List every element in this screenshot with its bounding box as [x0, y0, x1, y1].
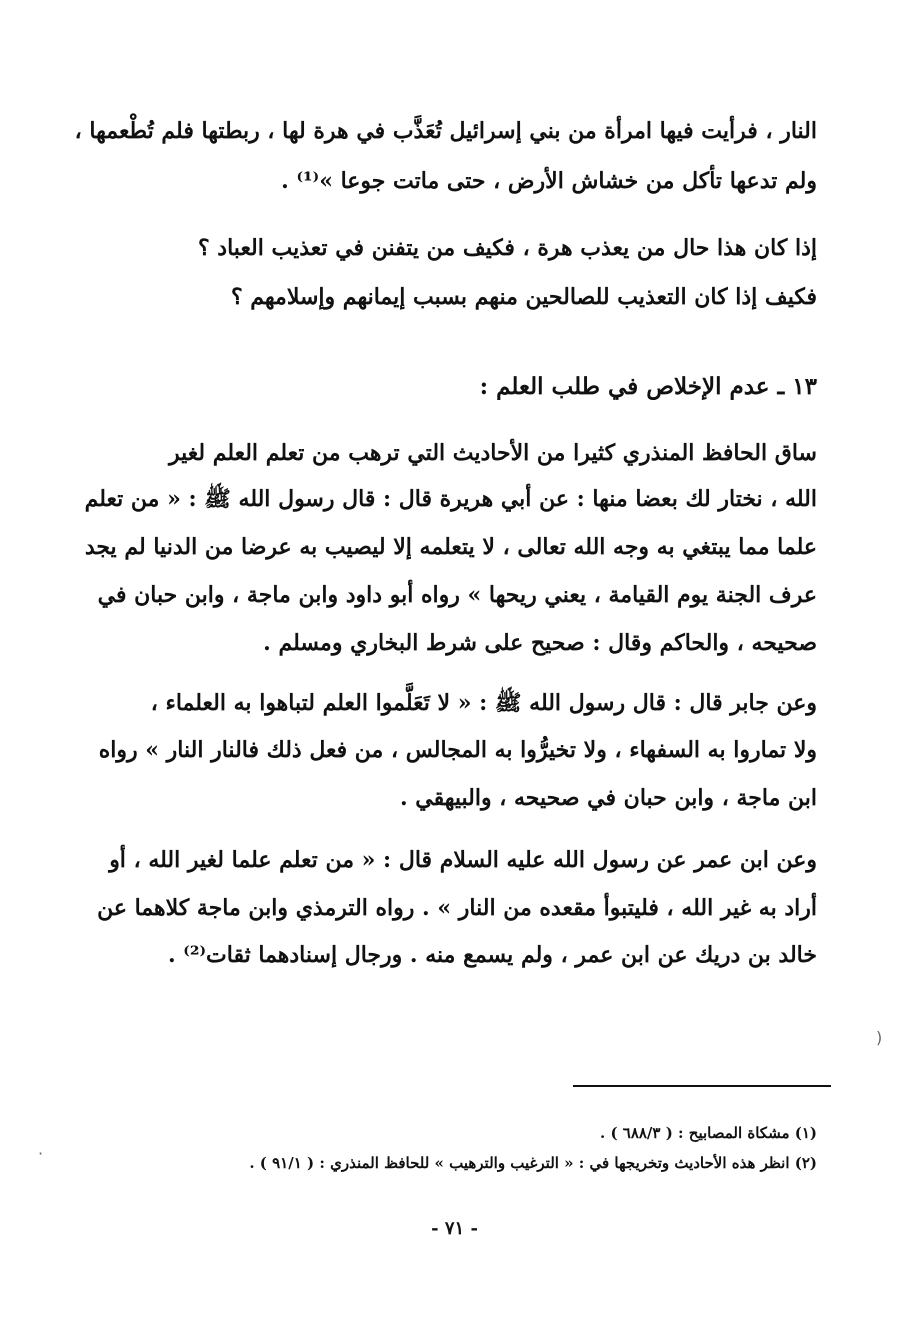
scan-mark: · [38, 1144, 44, 1163]
body-line: ابن ماجة ، وابن حبان في صحيحه ، والبيهقي . [399, 785, 817, 811]
body-line: فكيف إذا كان التعذيب للصالحين منهم بسبب إيمانهم وإسلامهم ؟ [230, 284, 817, 310]
footnote: (٢) انظر هذه الأحاديث وتخريجها في : « الترغيب والترهيب » للحافظ المنذري : ( ٩١/١ ) . [249, 1154, 817, 1172]
scan-mark: ) [876, 1028, 883, 1047]
body-line: الله ، نختار لك بعضا منها : عن أبي هريرة قال : قال رسول الله ﷺ : « من تعلم [84, 486, 817, 512]
body-line: خالد بن دريك عن ابن عمر ، ولم يسمع منه . ورجال إسنادهما ثقات⁽²⁾ . [167, 942, 817, 968]
body-line: وعن ابن عمر عن رسول الله عليه السلام قال : « من تعلم علما لغير الله ، أو [109, 847, 817, 873]
body-line: صحيحه ، والحاكم وقال : صحيح على شرط البخاري ومسلم . [263, 630, 817, 656]
body-line: النار ، فرأيت فيها امرأة من بني إسرائيل تُعَذَّب في هرة لها ، ربطتها فلم تُطْعمها ، [74, 118, 817, 144]
body-line: عرف الجنة يوم القيامة ، يعني ريحها » رواه أبو داود وابن ماجة ، وابن حبان في [97, 582, 817, 608]
footnote: (١) مشكاة المصابيح : ( ٦٨٨/٣ ) . [600, 1124, 817, 1142]
page-number: - ٧١ - [431, 1218, 478, 1239]
body-line: ولم تدعها تأكل من خشاش الأرض ، حتى ماتت جوعا »⁽¹⁾ . [281, 168, 817, 194]
body-line: ساق الحافظ المنذري كثيرا من الأحاديث التي ترهب من تعلم العلم لغير [168, 440, 817, 466]
body-line: إذا كان هذا حال من يعذب هرة ، فكيف من يتفنن في تعذيب العباد ؟ [197, 235, 817, 261]
body-line: علما مما يبتغي به وجه الله تعالى ، لا يتعلمه إلا ليصيب به عرضا من الدنيا لم يجد [84, 534, 817, 560]
section-heading: ١٣ ـ عدم الإخلاص في طلب العلم : [479, 373, 817, 400]
body-line: ولا تماروا به السفهاء ، ولا تخيرُّوا به المجالس ، من فعل ذلك فالنار النار » رواه [98, 737, 817, 763]
body-line: أراد به غير الله ، فليتبوأ مقعده من النار » . رواه الترمذي وابن ماجة كلاهما عن [97, 895, 817, 921]
footnote-separator [573, 1085, 831, 1087]
body-line: وعن جابر قال : قال رسول الله ﷺ : « لا تَعَلَّموا العلم لتباهوا به العلماء ، [150, 690, 817, 716]
